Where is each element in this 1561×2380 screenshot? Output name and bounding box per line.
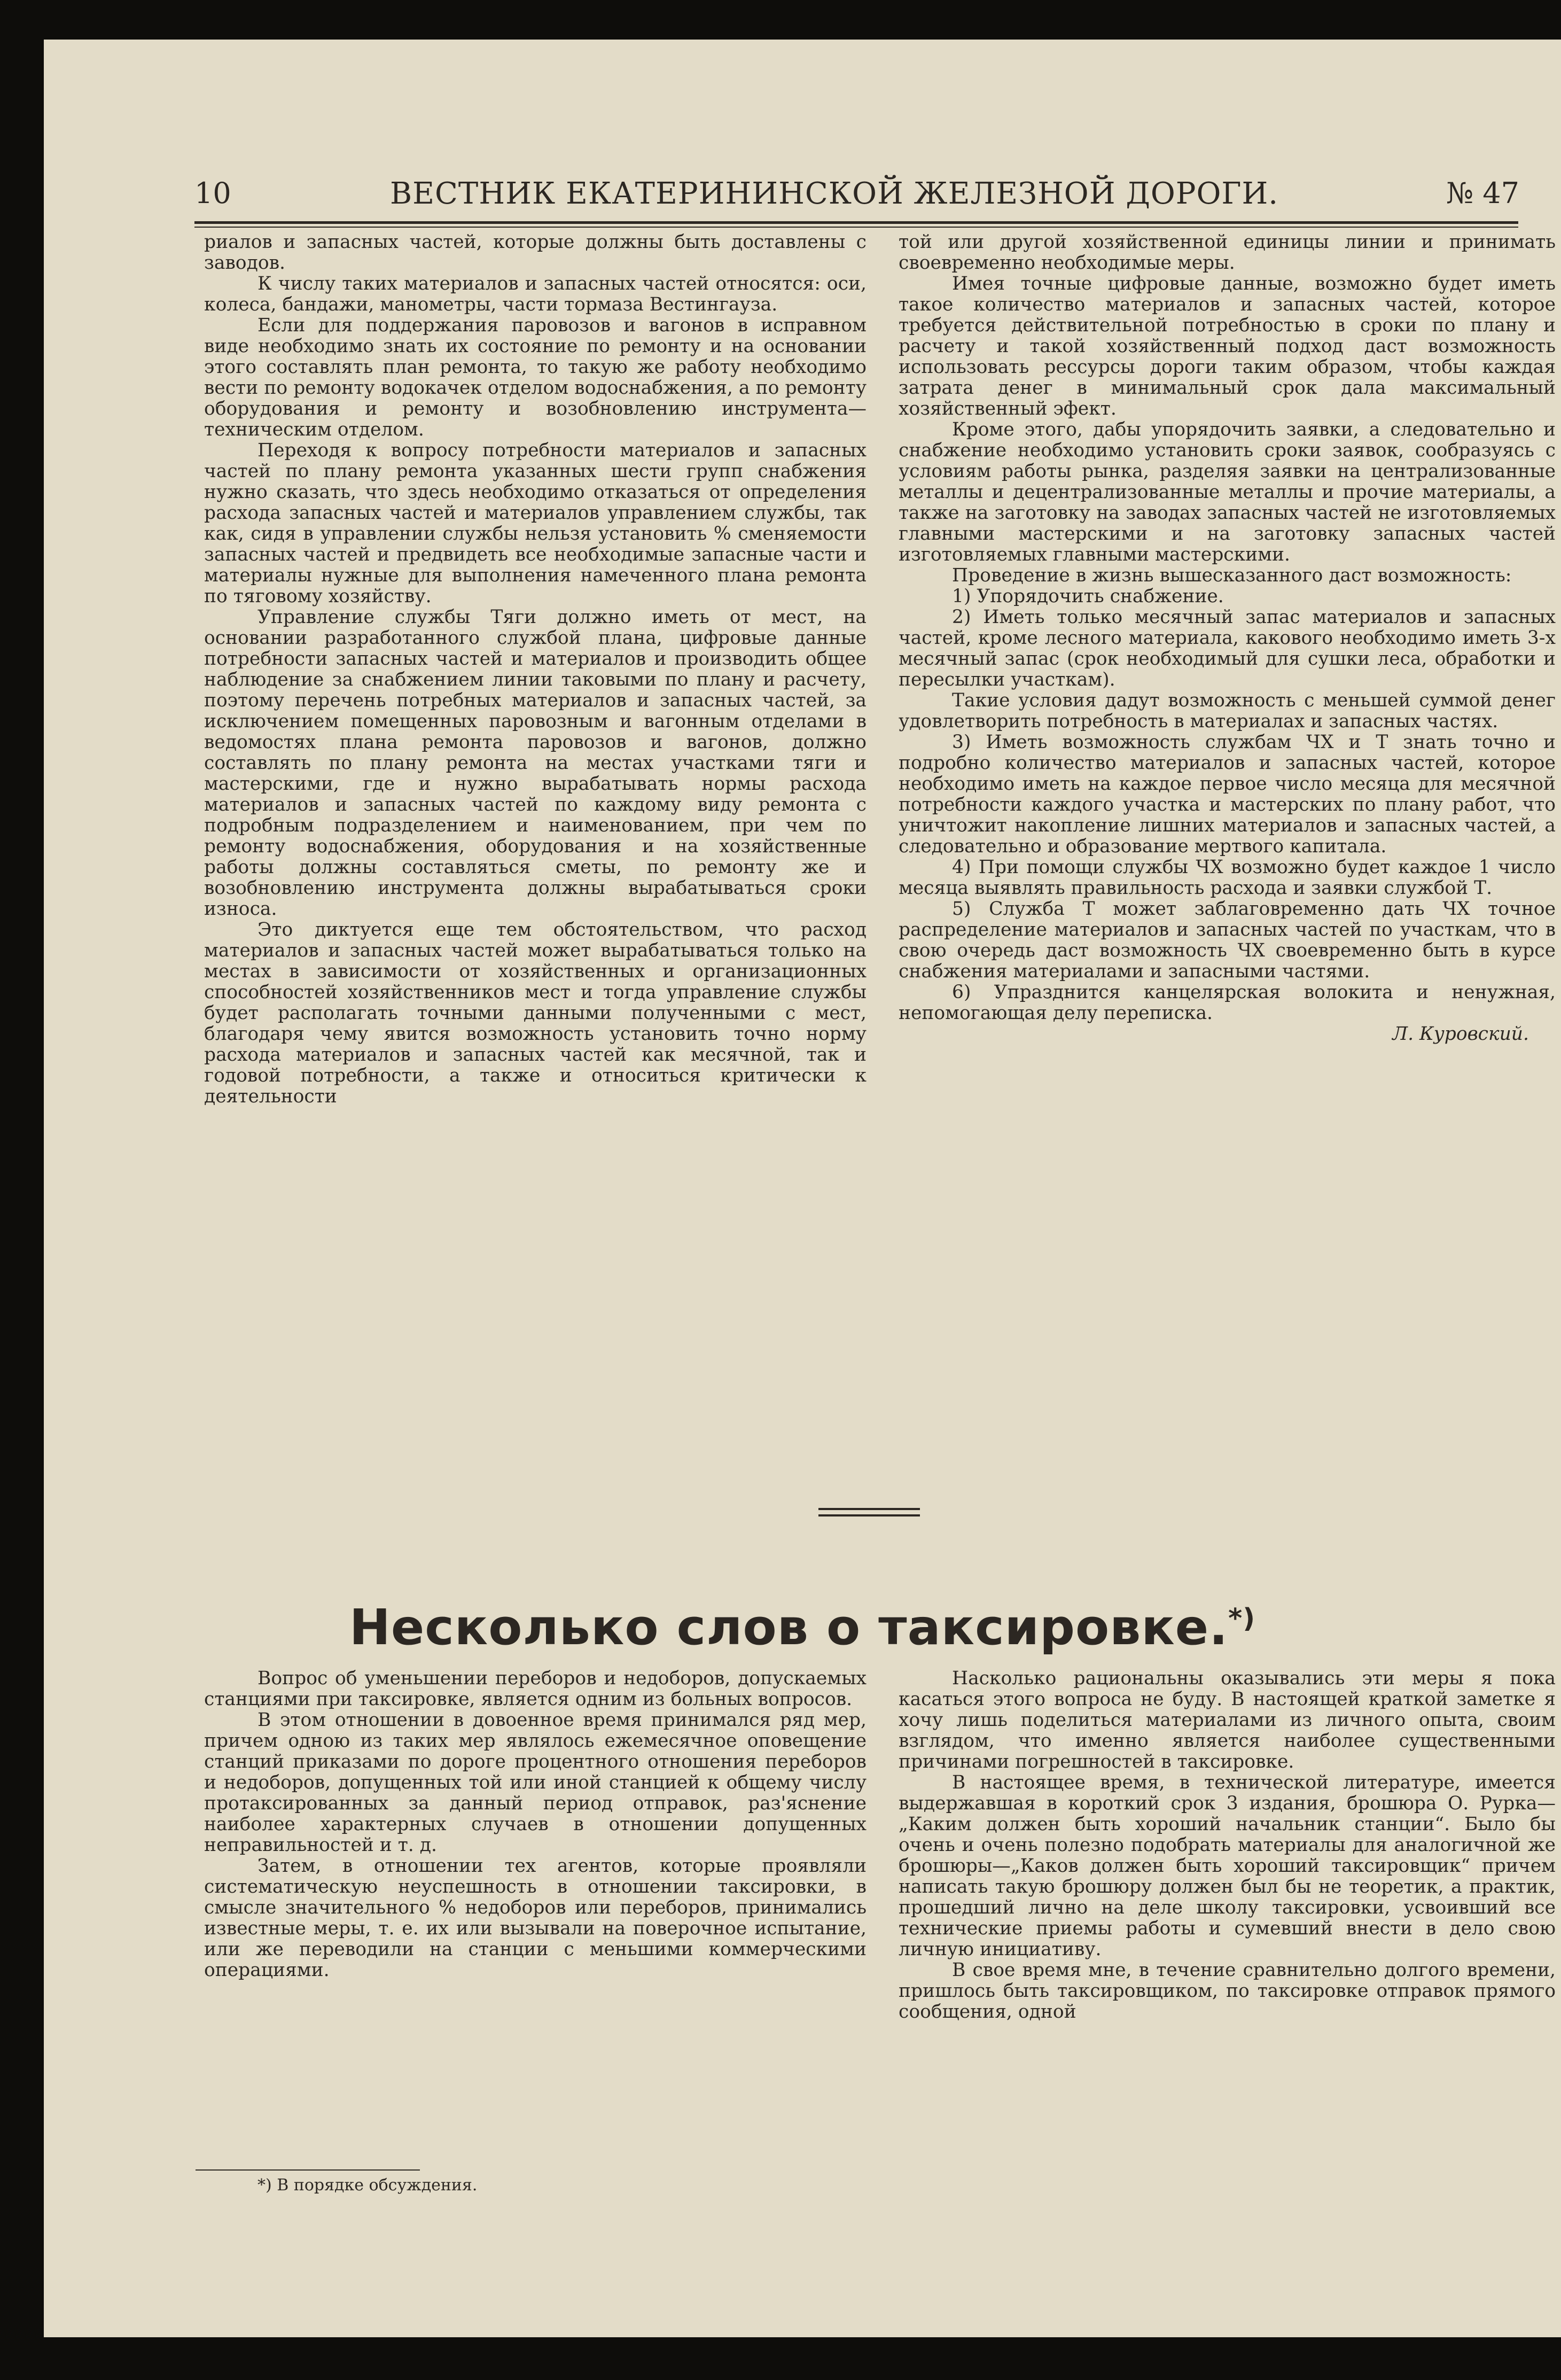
paragraph: той или другой хозяйственной единицы линии и принимать своевременно необходимые меры.: [899, 231, 1556, 274]
paragraph: Такие условия дадут возможность с меньшей суммой денег удовлетворить потребность в материалах и запасных частях.: [899, 690, 1556, 732]
lower-left-column: [204, 1668, 867, 1981]
list-item: 6) Упразднится канцелярская волокита и ненужная, непомогающая делу переписка.: [899, 982, 1556, 1024]
paragraph: Если для поддержания паровозов и вагонов в исправном виде необходимо знать их состояние по ремонту и на основании этого составлять план ремонта, то такую же работу необходимо вести по ремонту водокачек отделом водоснабжения, а по ремонту оборудования и ремонту и возобновлению инструмента—техническим отделом.: [204, 315, 867, 440]
list-item: 1) Упорядочить снабжение.: [952, 586, 1224, 607]
header-rule-thin: [194, 227, 1518, 228]
page-header: [194, 146, 1519, 211]
paragraph: Насколько рациональны оказывались эти меры я пока касаться этого вопроса не буду. В настоящей краткой заметке я хочу лишь поделиться материалами из личного опыта, своим взглядом, что именно является наиболее существенными причинами погрешностей в таксировке.: [899, 1668, 1556, 1772]
header-rule: [194, 221, 1518, 224]
footnote-mark: *): [1228, 1603, 1256, 1634]
paragraph: В этом отношении в довоенное время принимался ряд мер, причем одною из таких мер являлось ежемесячное оповещение станций приказами по дороге процентного отношения переборов и недоборов, допущенных той или иной станцией к общему числу протаксированных за данный период отправок, раз'яснение наиболее характерных случаев в отношении допущенных неправильностей и т. д.: [204, 1709, 867, 1856]
list-item: 4) При помощи службы ЧХ возможно будет каждое 1 число месяца выявлять правильность расхода и заявки службой Т.: [899, 857, 1556, 899]
footnote-rule: [196, 2169, 420, 2171]
author-signature: Л. Куровский.: [1392, 1023, 1529, 1045]
lower-right-column: [899, 1668, 1556, 2023]
paragraph: Проведение в жизнь вышесказанного даст возможность:: [952, 565, 1512, 586]
paragraph: Кроме этого, дабы упорядочить заявки, а следовательно и снабжение необходимо установить сроки заявок, сообразуясь с условиям работы рынка, разделяя заявки на централизованные металлы и децентрализованные металлы и прочие материалы, а также на заготовку на заводах запасных частей не изготовляемых главными мастерскими и на заготовку запасных частей изготовляемых главными мастерскими.: [899, 419, 1556, 565]
upper-right-column: [899, 232, 1556, 1045]
list-item: 3) Иметь возможность службам ЧХ и Т знать точно и подробно количество материалов и запасных частей, которое необходимо иметь на каждое первое число месяца для месячной потребности каждого участка и мастерских по плану работ, что уничтожит накопление лишних материалов и запасных частей, а следовательно и образование мертвого капитала.: [899, 732, 1556, 857]
upper-left-column: [204, 232, 867, 1107]
article-title-text: Несколько слов о таксировке.: [349, 1599, 1229, 1656]
newspaper-page: [44, 40, 1561, 2337]
section-divider: [818, 1514, 920, 1516]
paragraph: риалов и запасных частей, которые должны быть доставлены с заводов.: [204, 231, 867, 274]
paragraph: В настоящее время, в технической литературе, имеется выдержавшая в короткий срок 3 издания, брошюра О. Рурка—„Каким должен быть хороший начальник станции“. Было бы очень и очень полезно подобрать материалы для аналогичной же брошюры—„Каков должен быть хороший таксировщик“ причем написать такую брошюру должен был бы не теоретик, а практик, прошедший лично на деле школу таксировки, усвоивший все технические приемы работы и сумевший внести в дело свою личную инициативу.: [899, 1772, 1556, 1960]
paragraph: Затем, в отношении тех агентов, которые проявляли систематическую неуспешность в отношении таксировки, в смысле значительного % недоборов или переборов, принимались известные меры, т. е. их или вызывали на поверочное испытание, или же переводили на станции с меньшими коммерческими операциями.: [204, 1855, 867, 1981]
paragraph: Это диктуется еще тем обстоятельством, что расход материалов и запасных частей может вырабатываться только на местах в зависимости от хозяйственных и организационных способностей хозяйственников мест и тогда управление службы будет располагать точными данными полученными с мест, благодаря чему явится возможность установить точно норму расхода материалов и запасных частей как месячной, так и годовой потребности, а также и относиться критически к деятельности: [204, 919, 867, 1107]
issue-number: № 47: [1446, 176, 1519, 210]
paragraph: Вопрос об уменьшении переборов и недоборов, допускаемых станциями при таксировке, является одним из больных вопросов.: [204, 1668, 867, 1710]
article-title: [44, 1599, 1561, 1656]
paragraph: Имея точные цифровые данные, возможно будет иметь такое количество материалов и запасных частей, которое требуется действительной потребностью в сроки по плану и расчету и такой хозяйственный подход даст возможность использовать рессурсы дороги таким образом, чтобы каждая затрата денег в минимальный срок дала максимальный хозяйственный эфект.: [899, 273, 1556, 419]
list-item: 2) Иметь только месячный запас материалов и запасных частей, кроме лесного материала, какового необходимо иметь 3-х месячный запас (срок необходимый для сушки леса, обработки и пересылки участкам).: [899, 606, 1556, 690]
journal-title: ВЕСТНИК ЕКАТЕРИНИНСКОЙ ЖЕЛЕЗНОЙ ДОРОГИ.: [390, 176, 1279, 211]
paragraph: Переходя к вопросу потребности материалов и запасных частей по плану ремонта указанных шести групп снабжения нужно сказать, что здесь необходимо отказаться от определения расхода запасных частей и материалов управлением службы, так как, сидя в управлении службы нельзя установить % сменяемости запасных частей и предвидеть все необходимые запасные части и материалы нужные для выполнения намеченного плана ремонта по тяговому хозяйству.: [204, 440, 867, 607]
paragraph: К числу таких материалов и запасных частей относятся: оси, колеса, бандажи, манометры, части тормаза Вестингауза.: [204, 273, 867, 315]
list-item: 5) Служба Т может заблаговременно дать ЧХ точное распределение материалов и запасных частей по участкам, что в свою очередь даст возможность ЧХ своевременно быть в курсе снабжения материалами и запасными частями.: [899, 898, 1556, 982]
section-divider: [818, 1508, 920, 1510]
paragraph: Управление службы Тяги должно иметь от мест, на основании разработанного службой плана, цифровые данные потребности запасных частей и материалов и производить общее наблюдение за снабжением линии таковыми по плану и расчету, поэтому перечень потребных материалов и запасных частей, за исключением помещенных паровозным и вагонным отделами в ведомостях плана ремонта паровозов и вагонов, должно составлять по плану ремонта на местах участками тяги и мастерскими, где и нужно вырабатывать нормы расхода материалов и запасных частей по каждому виду ремонта с подробным подразделением и наименованием, при чем по ремонту водоснабжения, оборудования и на хозяйственные работы должны составляться сметы, по ремонту же и возобновлению инструмента должны вырабатываться сроки износа.: [204, 606, 867, 920]
page-number: 10: [194, 176, 231, 210]
footnote: *) В порядке обсуждения.: [257, 2176, 478, 2195]
paragraph: В свое время мне, в течение сравнительно долгого времени, пришлось быть таксировщиком, по таксировке отправок прямого сообщения, одной: [899, 1959, 1556, 2023]
